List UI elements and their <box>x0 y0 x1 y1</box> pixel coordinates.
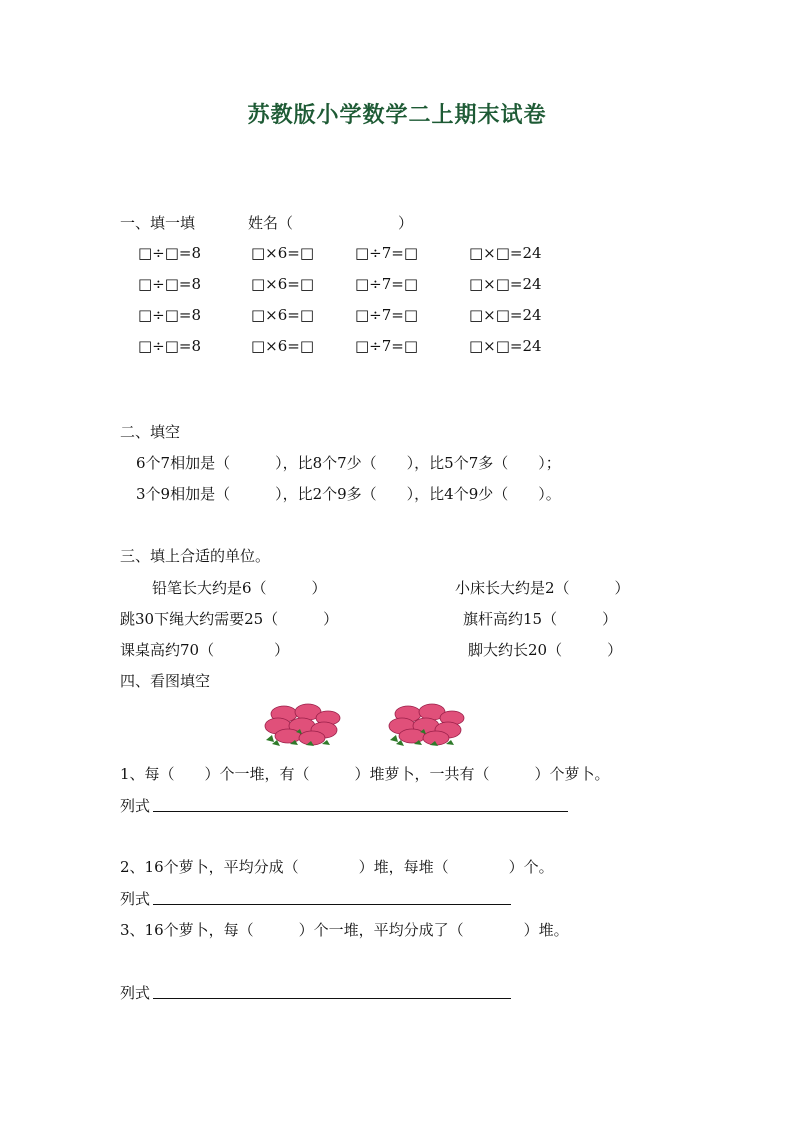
equation-cell: □÷7=□ <box>355 275 419 293</box>
formula-label: 列式 <box>120 984 151 1002</box>
fill-blank-line: 6个7相加是（ ），比8个7少（ ），比5个7多（ ）； <box>136 454 561 472</box>
equation-cell: □÷7=□ <box>355 337 419 355</box>
equation-cell: □×6=□ <box>251 244 315 262</box>
formula-label: 列式 <box>120 890 151 908</box>
section4-heading: 四、看图填空 <box>120 672 211 690</box>
unit-question-desk: 课桌高约70（ ） <box>120 641 290 659</box>
fill-blank-line: 3个9相加是（ ），比2个9多（ ），比4个9少（ ）。 <box>136 485 561 503</box>
unit-question-rope: 跳30下绳大约需要25（ ） <box>120 610 339 628</box>
answer-line[interactable] <box>153 998 511 999</box>
equation-cell: □×6=□ <box>251 275 315 293</box>
radish-pile-icon <box>262 700 344 748</box>
equation-cell: □÷7=□ <box>355 244 419 262</box>
answer-line[interactable] <box>153 811 568 812</box>
question-1: 1、每（ ）个一堆，有（ ）堆萝卜，一共有（ ）个萝卜。 <box>120 765 610 783</box>
page-title: 苏教版小学数学二上期末试卷 <box>247 102 547 128</box>
equation-cell: □×□=24 <box>469 275 542 293</box>
equation-cell: □×6=□ <box>251 306 315 324</box>
question-2: 2、16个萝卜，平均分成（ ）堆，每堆（ ）个。 <box>120 858 554 876</box>
unit-question-foot: 脚大约长20（ ） <box>468 641 623 659</box>
radish-pile-icon <box>386 700 468 748</box>
equation-cell: □÷7=□ <box>355 306 419 324</box>
unit-question-bed: 小床长大约是2（ ） <box>455 579 630 597</box>
equation-cell: □×6=□ <box>251 337 315 355</box>
equation-cell: □×□=24 <box>469 337 542 355</box>
answer-line[interactable] <box>153 904 511 905</box>
formula-label: 列式 <box>120 797 151 815</box>
name-field-label: 姓名（ ） <box>248 214 414 232</box>
equation-cell: □×□=24 <box>469 306 542 324</box>
section1-heading: 一、填一填 <box>120 214 196 232</box>
equation-cell: □÷□=8 <box>138 306 202 324</box>
question-3: 3、16个萝卜，每（ ）个一堆，平均分成了（ ）堆。 <box>120 921 569 939</box>
equation-cell: □÷□=8 <box>138 337 202 355</box>
equation-cell: □×□=24 <box>469 244 542 262</box>
equation-cell: □÷□=8 <box>138 275 202 293</box>
section2-heading: 二、填空 <box>120 423 181 441</box>
equation-cell: □÷□=8 <box>138 244 202 262</box>
unit-question-pencil: 铅笔长大约是6（ ） <box>152 579 327 597</box>
section3-heading: 三、填上合适的单位。 <box>120 547 271 565</box>
unit-question-flagpole: 旗杆高约15（ ） <box>463 610 618 628</box>
